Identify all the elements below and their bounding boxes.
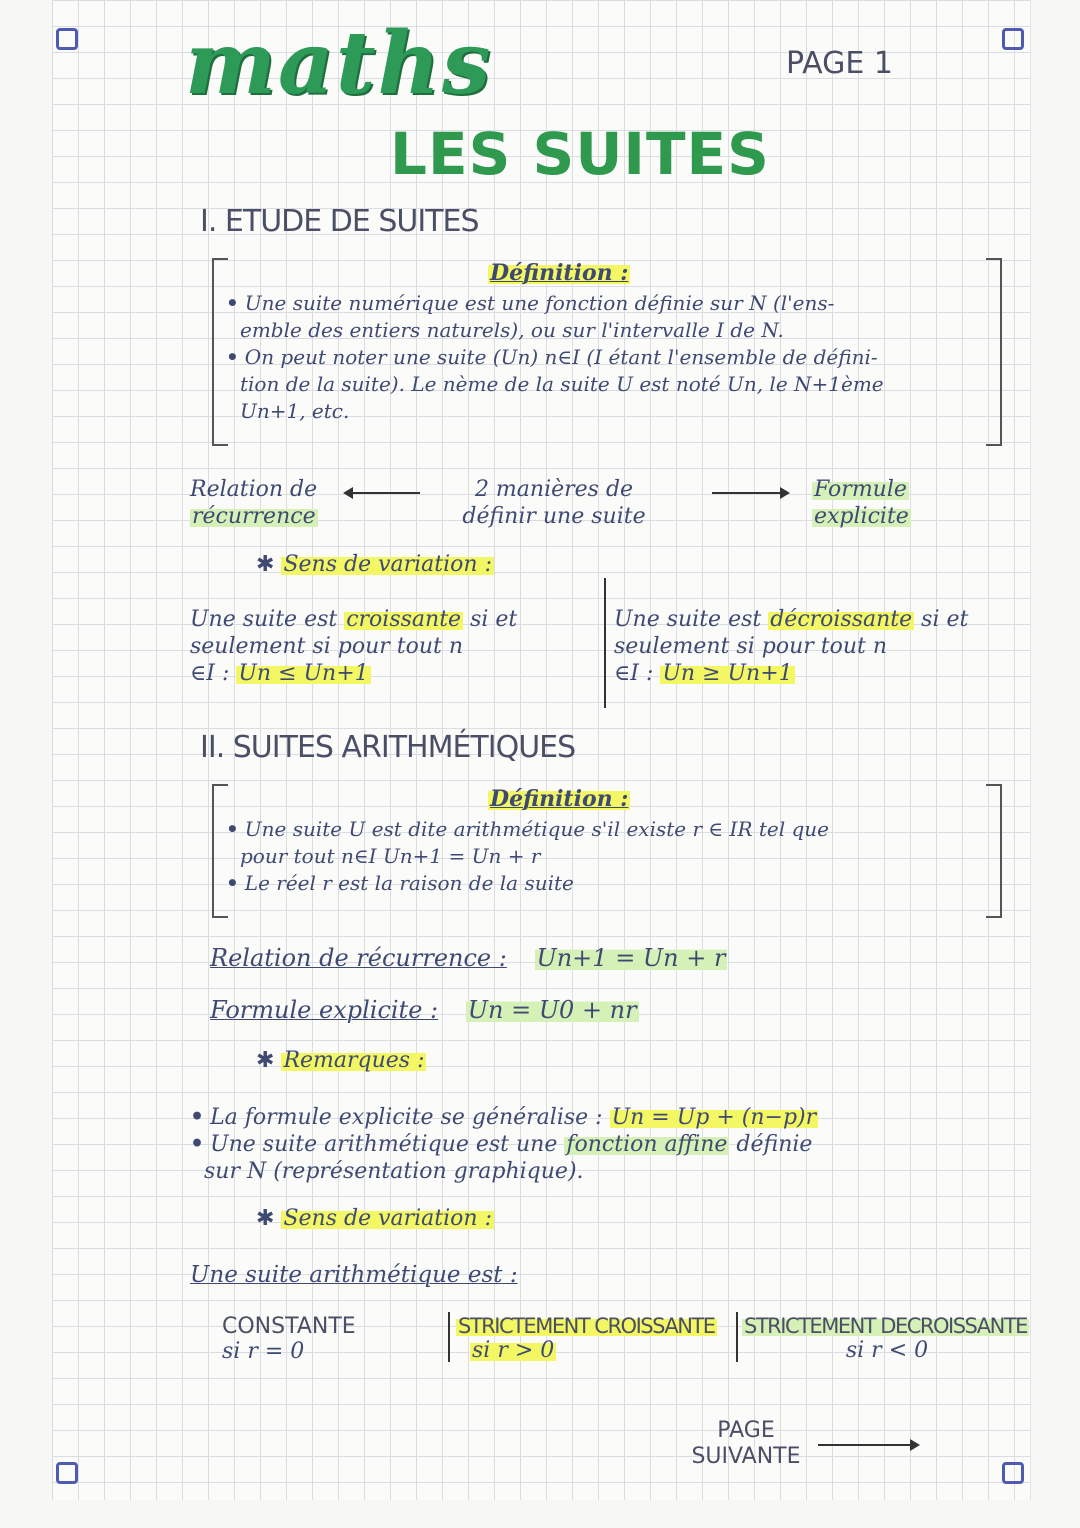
increasing-condition: Un ≤ Un+1 — [238, 661, 369, 686]
recurrence-formula: Un+1 = Un + r — [536, 944, 726, 972]
next-page-line: PAGE — [717, 1418, 775, 1443]
case-decreasing — [742, 1314, 1032, 1363]
decreasing-condition: Un ≥ Un+1 — [662, 661, 793, 686]
recurrence-relation-row — [210, 944, 727, 972]
ways-right-line: explicite — [814, 504, 909, 529]
definition-title — [488, 260, 630, 286]
corner-marker-top-left-icon — [56, 28, 78, 50]
ways-left-line: récurrence — [192, 504, 316, 529]
case-label: STRICTEMENT DECROISSANTE — [744, 1314, 1027, 1338]
variation-intro — [190, 1262, 518, 1288]
remarks-body: • La formule explicite se généralise : Un = Up + (n−p)r • Une suite arithmétique est une fonction affine définie sur N (représentation graphique). — [190, 1104, 1020, 1185]
remark-formula: Un = Up + (n−p)r — [611, 1105, 817, 1130]
definition-2-title-text: Définition : — [490, 786, 629, 812]
explicit-label: Formule explicite : — [210, 996, 439, 1024]
ways-center-line: définir une suite — [462, 504, 646, 529]
increasing-text: si et — [463, 607, 518, 632]
definition-box-right-bracket — [986, 258, 1002, 446]
page-title: LES SUITES — [390, 120, 770, 188]
increasing-text: Une suite est — [190, 607, 345, 632]
decreasing-keyword: décroissante — [770, 607, 913, 632]
definition-2-line: pour tout n∈I Un+1 = Un + r — [240, 844, 541, 868]
definition-2-line: Une suite U est dite arithmétique s'il existe r ∈ IR tel que — [244, 817, 830, 841]
arrow-left-icon — [345, 492, 420, 494]
increasing-text: ∈I : — [190, 661, 237, 686]
corner-marker-top-right-icon — [1002, 28, 1024, 50]
case-divider — [736, 1312, 738, 1362]
section-2-heading: II. SUITES ARITHMÉTIQUES — [200, 730, 576, 765]
case-constant — [222, 1314, 442, 1364]
remark-text: sur N (représentation graphique). — [204, 1159, 584, 1184]
variation-title-text: Sens de variation : — [283, 552, 492, 577]
variation-intro-text: Une suite arithmétique est : — [190, 1262, 518, 1288]
page-number: PAGE 1 — [786, 46, 893, 81]
decreasing-text: seulement si pour tout n — [614, 634, 888, 659]
ways-right-line: Formule — [814, 477, 907, 502]
recurrence-label: Relation de récurrence : — [210, 944, 507, 972]
definition-line: On peut noter une suite (Un) n∈I (I étant l'ensemble de défini- — [244, 345, 878, 369]
maths-logo: maths — [185, 13, 493, 114]
definition-body: • Une suite numérique est une fonction définie sur N (l'ens- emble des entiers naturels), ou sur l'intervalle I de N. • On peut noter une suite (Un) n∈I (I étant l'ensemble de défini- tion de la suite). Le nème de la suite U est noté Un, le N+1ème Un+1, etc. — [226, 291, 884, 423]
definition-line: emble des entiers naturels), ou sur l'intervalle I de N. — [240, 318, 784, 342]
definition-2-line: Le réel r est la raison de la suite — [244, 871, 574, 895]
arrow-right-icon — [712, 492, 788, 494]
variation-title-1: ✱ Sens de variation : — [256, 552, 492, 577]
increasing-keyword: croissante — [346, 607, 462, 632]
definition-line: Un+1, etc. — [240, 399, 350, 423]
decreasing-text: si et — [914, 607, 969, 632]
case-label: STRICTEMENT CROISSANTE — [458, 1314, 715, 1338]
remark-text: La formule explicite se généralise : — [210, 1105, 610, 1130]
explicit-formula: Un = U0 + nr — [467, 996, 637, 1024]
ways-left-line: Relation de — [190, 477, 318, 502]
definition-2-title — [488, 786, 630, 812]
explicit-formula-label — [812, 476, 911, 530]
section-1-heading: I. ETUDE DE SUITES — [200, 204, 479, 239]
decreasing-definition — [614, 606, 1024, 687]
variation-title-2-text: Sens de variation : — [283, 1206, 492, 1231]
decreasing-text: ∈I : — [614, 661, 661, 686]
corner-marker-bottom-right-icon — [1002, 1462, 1024, 1484]
definition-line: Une suite numérique est une fonction définie sur N (l'ens- — [244, 291, 835, 315]
corner-marker-bottom-left-icon — [56, 1462, 78, 1484]
increasing-definition — [190, 606, 600, 687]
definition-title-text: Définition : — [490, 260, 629, 286]
case-condition: si r < 0 — [845, 1338, 929, 1363]
recurrence-relation-label — [190, 476, 318, 530]
definition-2-body: • Une suite U est dite arithmétique s'il existe r ∈ IR tel que pour tout n∈I Un+1 = Un + r • Le réel r est la raison de la suite — [226, 817, 830, 895]
column-divider — [604, 578, 606, 708]
remarks-title: ✱ Remarques : — [256, 1048, 425, 1073]
case-condition: si r > 0 — [472, 1338, 555, 1363]
variation-title-2: ✱ Sens de variation : — [256, 1206, 492, 1231]
case-increasing — [456, 1314, 736, 1363]
definition-line: tion de la suite). Le nème de la suite U est noté Un, le N+1ème — [240, 372, 884, 396]
case-label: CONSTANTE — [222, 1314, 356, 1339]
two-ways-caption — [414, 476, 694, 530]
case-condition: si r = 0 — [222, 1339, 305, 1364]
case-divider — [448, 1312, 450, 1362]
next-page-link[interactable] — [676, 1418, 816, 1470]
next-page-arrow-icon[interactable] — [818, 1444, 918, 1446]
explicit-formula-row — [210, 996, 639, 1024]
increasing-text: seulement si pour tout n — [190, 634, 464, 659]
decreasing-text: Une suite est — [614, 607, 769, 632]
remark-keyword: fonction affine — [566, 1132, 728, 1157]
remark-text: définie — [729, 1132, 813, 1157]
remark-text: Une suite arithmétique est une — [210, 1132, 565, 1157]
remarks-title-text: Remarques : — [283, 1048, 425, 1073]
definition-2-box-right-bracket — [986, 784, 1002, 918]
next-page-line: SUIVANTE — [691, 1444, 801, 1469]
ways-center-line: 2 manières de — [474, 477, 634, 502]
